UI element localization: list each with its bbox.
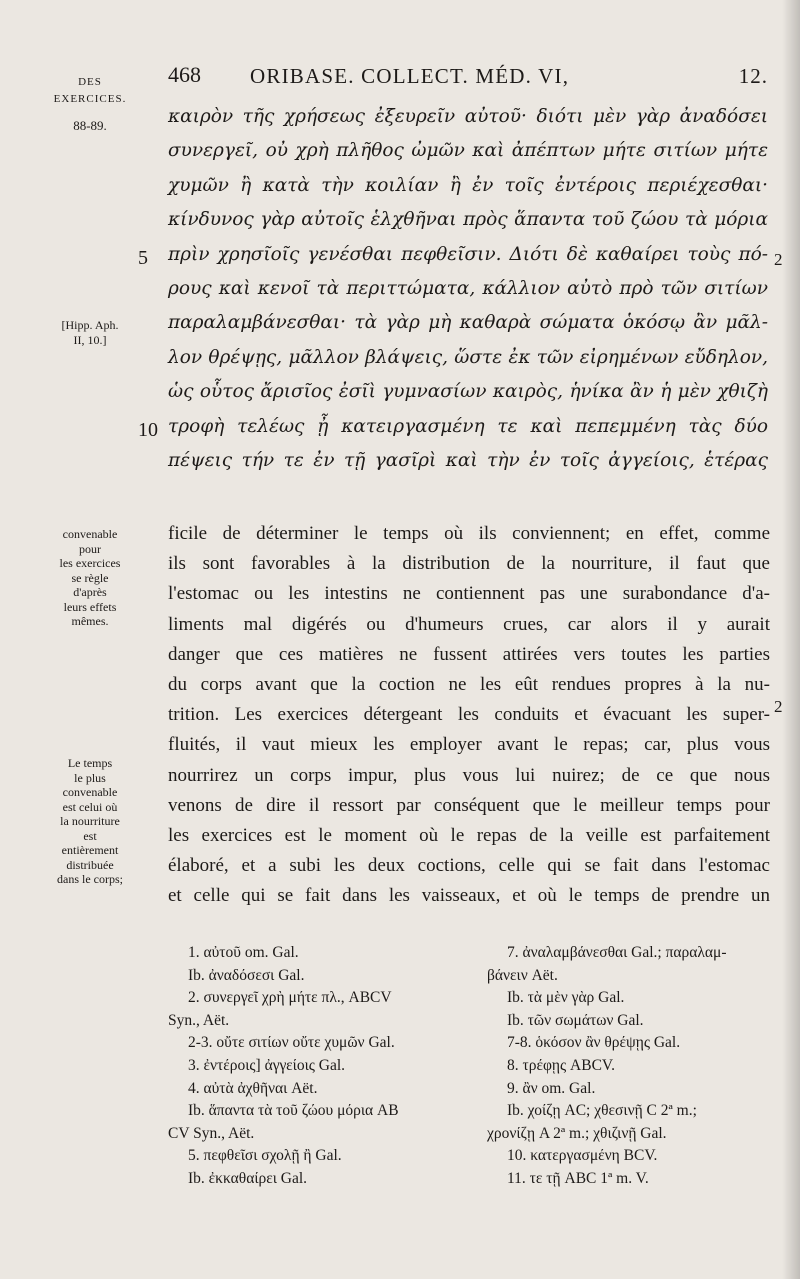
footnote-line: Ib. χοίζῃ AC; χθεσινῇ C 2ª m.; (507, 1102, 697, 1120)
french-line: élaboré, et a subi les deux coctions, celle qui se fait dans l'estomac (168, 855, 770, 877)
footnote-line: Ib. ἐκκαθαίρει Gal. (188, 1169, 308, 1187)
footnote-line: 3. ἐντέροις] ἀγγείοις Gal. (188, 1056, 346, 1074)
margin-marker: 2 (774, 697, 783, 716)
french-line: et celle qui se fait dans les vaisseaux, et où le temps de prendre un (168, 885, 770, 907)
margin-marker: 2 (774, 250, 783, 269)
sidenote-line: 88-89. (73, 118, 107, 133)
greek-line: λον θρέψῃς, μᾶλλον βλάψεις, ὥστε ἐκ τῶν εἰρημένων εὔδηλον, (168, 346, 768, 368)
greek-line: παραλαμβάνεσθαι· τὰ γὰρ μὴ καθαρὰ σώματα ὁκόσῳ ἂν μᾶλ- (168, 312, 768, 334)
sidenote-line: convenable (62, 785, 118, 799)
footnote-line: 2. συνεργεῖ χρὴ μήτε πλ., ABCV (188, 989, 392, 1007)
sidenote-summary-2 (34, 756, 146, 887)
french-line: danger que ces matières ne fussent attirées vers toutes les parties (168, 643, 770, 665)
footnote-line: Ib. ἀναδόσεσι Gal. (188, 966, 305, 984)
footnote-line: 10. κατεργασμένη BCV. (507, 1147, 658, 1165)
footnotes-left-column (168, 942, 478, 1191)
sidenote-line: se règle (71, 570, 109, 585)
french-line: les exercices est le moment où le repas de la veille est parfaitement (168, 824, 770, 846)
footnote-line: 8. τρέφῃς ABCV. (507, 1056, 615, 1074)
footnote-line: CV Syn., Aët. (168, 1124, 255, 1142)
sidenote-line: dans le corps; (57, 872, 123, 886)
french-line: ils sont favorables à la distribution de la nourriture, il faut que (168, 553, 770, 575)
line-number-10: 10 (138, 419, 158, 441)
footnote-line: 7-8. ὁκόσον ἂν θρέψῃς Gal. (507, 1034, 681, 1052)
greek-line: κίνδυνος γὰρ αὐτοῖς ἑλχθῆναι πρὸς ἅπαντα τοῦ ζώου τὰ μόρια (168, 209, 768, 231)
greek-text-block (168, 100, 768, 478)
french-line: ficile de déterminer le temps où ils conviennent; en effet, comme (168, 523, 770, 544)
greek-line: πρὶν χρησῖοῖς γενέσθαι πεφθεῖσιν. Διότι δὲ καθαίρει τοὺς πό- (168, 243, 768, 265)
greek-line: χυμῶν ἢ κατὰ τὴν κοιλίαν ἢ ἐν τοῖς ἐντέροις περιέχεσθαι· (168, 174, 768, 196)
greek-line: πέψεις τήν τε ἐν τῇ γασῖρὶ καὶ τὴν ἐν τοῖς ἀγγείοις, ἑτέρας (168, 449, 768, 471)
footnote-line: χρονίζῃ A 2ª m.; χθιζινῇ Gal. (487, 1124, 667, 1142)
sidenote-line: est (83, 828, 97, 843)
sidenote-line: Le temps (67, 756, 113, 770)
footnotes-right-column (487, 942, 771, 1191)
sidenote-line: pour (79, 541, 101, 556)
sidenote-line: les exercices (59, 556, 121, 570)
sidenote-line: d'après (73, 585, 107, 599)
french-line: fluités, il vaut mieux les employer avant le repas; car, plus vous (168, 734, 770, 756)
sidenote-reference (34, 318, 146, 348)
footnote-line: Ib. ἅπαντα τὰ τοῦ ζώου μόρια AB (188, 1102, 399, 1120)
footnote-line: βάνειν Aët. (487, 966, 558, 984)
french-translation-block (168, 519, 770, 911)
greek-line: ρους καὶ κενοῖ τὰ περιττώματα, κάλλιον αὐτὸ πρὸ τῶν σιτίων (168, 277, 768, 299)
running-header (168, 62, 770, 90)
french-line: du corps avant que la coction ne les eût rendues propres à la nu- (168, 673, 770, 695)
sidenote-line: distribuée (66, 857, 114, 872)
footnote-line: 7. ἀναλαμβάνεσθαι Gal.; παραλαμ- (507, 944, 727, 961)
greek-line: ὡς οὗτος ἄρισῖος ἐσῖὶ γυμνασίων καιρὸς, ἡνίκα ἂν ἡ μὲν χθιζὴ (168, 381, 768, 403)
page-number: 468 (168, 62, 201, 87)
french-line: venons de dire il ressort par conséquent que le meilleur temps pour (168, 794, 770, 816)
greek-line: τροφὴ τελέως ᾖ κατειργασμένη τε καὶ πεπεμμένη τὰς δύο (168, 415, 768, 437)
sidenote-line: la nourriture (60, 814, 120, 828)
french-line: liments mal digérés ou d'humeurs crues, car alors il y aurait (168, 613, 770, 635)
french-line: trition. Les exercices détergeant les conduits et évacuant les super- (168, 704, 770, 726)
sidenote-line: est celui où (62, 799, 118, 814)
sidenote-line: mêmes. (71, 614, 109, 628)
sidenote-heading (34, 74, 146, 134)
greek-line: συνεργεῖ, οὐ χρὴ πλῆθος ὠμῶν καὶ ἀπέπτων μήτε σιτίων μήτε (168, 140, 768, 162)
sidenote-summary-1 (34, 527, 146, 629)
sidenote-line: II, 10.] (73, 333, 107, 347)
footnote-line: 9. ἂν om. Gal. (507, 1079, 596, 1097)
footnote-line: Ib. τῶν σωμάτων Gal. (507, 1011, 644, 1029)
chapter-number: 12. (738, 64, 768, 88)
footnote-line: Ib. τὰ μὲν γὰρ Gal. (507, 989, 625, 1007)
sidenote-line: le plus (74, 770, 106, 785)
footnote-line: 1. αὐτοῦ om. Gal. (188, 944, 299, 961)
sidenote-line: entièrement (61, 843, 119, 857)
french-line: nourrirez un corps impur, plus vous lui nuirez; de ce que nous (168, 764, 770, 786)
sidenote-line: leurs effets (63, 599, 117, 614)
footnote-line: Syn., Aët. (168, 1011, 230, 1029)
footnote-line: 11. τε τῇ ABC 1ª m. V. (507, 1169, 649, 1187)
sidenote-line: EXERCICES. (53, 93, 127, 105)
footnote-line: 5. πεφθεῖσι σχολῇ ἢ Gal. (188, 1147, 342, 1165)
greek-line: καιρὸν τῆς χρήσεως ἐξευρεῖν αὐτοῦ· διότι μὲν γὰρ ἀναδόσει (168, 106, 768, 127)
footnote-line: 2-3. οὔτε σιτίων οὔτε χυμῶν Gal. (188, 1034, 395, 1052)
french-line: l'estomac ou les intestins ne contiennent pas une surabondance d'a- (168, 583, 770, 605)
sidenote-line: convenable (62, 527, 118, 541)
footnote-line: 4. αὐτὰ ἀχθῆναι Aët. (188, 1079, 318, 1097)
sidenote-line: DES (78, 76, 102, 88)
running-title: ORIBASE. COLLECT. MÉD. VI, (250, 64, 570, 88)
line-number-5: 5 (138, 247, 148, 269)
sidenote-line: [Hipp. Aph. (61, 318, 119, 332)
